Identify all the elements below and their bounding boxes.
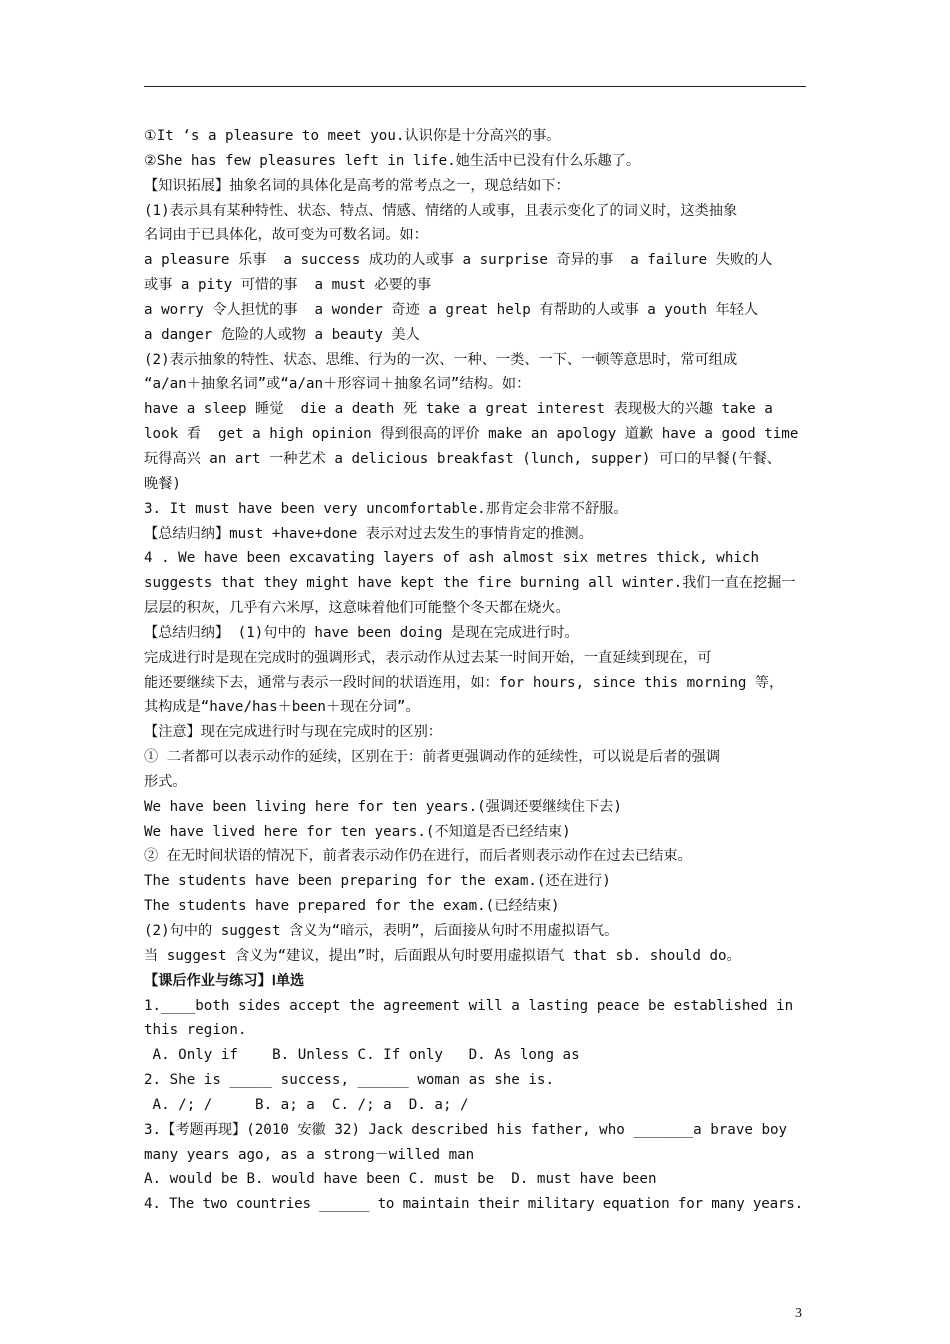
text-line: 3. It must have been very uncomfortable.那肯定会非常不舒服。 [144, 500, 628, 517]
text-line: ①It ‘s a pleasure to meet you.认识你是十分高兴的事。 [144, 128, 561, 144]
text-line: 其构成是“have/has＋been＋现在分词”。 [144, 699, 420, 716]
answer-options: A. Only if B. Unless C. If only D. As long as [144, 1047, 580, 1064]
text-line: look 看 get a high opinion 得到很高的评价 make an apology 道歉 have a good time [144, 426, 799, 443]
text-line: 【注意】现在完成进行时与现在完成时的区别： [144, 724, 442, 741]
text-line: have a sleep 睡觉 die a death 死 take a great interest 表现极大的兴趣 take a [144, 401, 773, 418]
text-line: “a/an＋抽象名词”或“a/an＋形容词＋抽象名词”结构。如： [144, 376, 531, 393]
text-line: 【总结归纳】must +have+done 表示对过去发生的事情肯定的推测。 [144, 525, 593, 542]
question-line: 3.【考题再现】(2010 安徽 32) Jack described his father, who _______a brave boy [144, 1121, 788, 1138]
text-line: 名词由于已具体化，故可变为可数名词。如： [144, 227, 428, 244]
text-line: 或事 a pity 可惜的事 a must 必要的事 [144, 277, 432, 294]
text-line: ②She has few pleasures left in life.她生活中已没有什么乐趣了。 [144, 152, 641, 169]
question-line: 1.____both sides accept the agreement will a lasting peace be established in [144, 997, 794, 1014]
exercise-heading: 【课后作业与练习】Ⅰ单选 [144, 972, 305, 989]
text-line: a worry 令人担忧的事 a wonder 奇迹 a great help 有帮助的人或事 a youth 年轻人 [144, 301, 759, 318]
question-line: this region. [144, 1022, 247, 1039]
text-line: 层层的积灰，几乎有六米厚，这意味着他们可能整个冬天都在烧火。 [144, 600, 570, 617]
text-line: We have lived here for ten years.(不知道是否已经结束) [144, 823, 571, 840]
text-line: (2)表示抽象的特性、状态、思维、行为的一次、一种、一类、一下、一顿等意思时，常可组成 [144, 351, 738, 368]
text-line: The students have prepared for the exam.(已经结束) [144, 898, 560, 915]
text-line: a danger 危险的人或物 a beauty 美人 [144, 326, 420, 343]
text-line: 玩得高兴 an art 一种艺术 a delicious breakfast (lunch, supper) 可口的早餐(午餐、 [144, 450, 781, 467]
text-line: We have been living here for ten years.(强调还要继续住下去) [144, 798, 622, 815]
text-line: a pleasure 乐事 a success 成功的人或事 a surprise 奇异的事 a failure 失败的人 [144, 252, 773, 269]
text-line: 【总结归纳】 (1)句中的 have been doing 是现在完成进行时。 [144, 624, 579, 641]
text-line: 晚餐) [144, 475, 181, 492]
text-line: 4 . We have been excavating layers of ash almost six metres thick, which [144, 550, 759, 567]
question-line: many years ago, as a strong－willed man [144, 1146, 475, 1163]
text-line: (1)表示具有某种特性、状态、特点、情感、情绪的人或事，且表示变化了的词义时，这类抽象 [144, 202, 738, 219]
text-line: The students have been preparing for the exam.(还在进行) [144, 873, 611, 890]
question-line: 2. She is _____ success, ______ woman as she is. [144, 1072, 554, 1089]
text-line: ① 二者都可以表示动作的延续，区别在于：前者更强调动作的延续性，可以说是后者的强调 [144, 749, 721, 766]
text-line: 当 suggest 含义为“建议，提出”时，后面跟从句时要用虚拟语气 that sb. should do。 [144, 947, 741, 964]
page-content [144, 124, 809, 1217]
answer-options: A. /; / B. a; a C. /; a D. a; / [144, 1096, 469, 1113]
page-number: 3 [795, 1306, 802, 1321]
text-line: 【知识拓展】抽象名词的具体化是高考的常考点之一，现总结如下： [144, 177, 570, 194]
question-line: 4. The two countries ______ to maintain their military equation for many years. [144, 1196, 803, 1213]
text-line: 完成进行时是现在完成时的强调形式，表示动作从过去某一时间开始，一直延续到现在，可 [144, 649, 712, 666]
header-rule [144, 86, 806, 87]
text-line: ② 在无时间状语的情况下，前者表示动作仍在进行，而后者则表示动作在过去已结束。 [144, 848, 692, 865]
answer-options: A. would be B. would have been C. must be D. must have been [144, 1171, 657, 1188]
text-line: suggests that they might have kept the fire burning all winter.我们一直在挖掘一 [144, 575, 796, 592]
text-line: 形式。 [144, 773, 187, 790]
text-line: 能还要继续下去，通常与表示一段时间的状语连用，如：for hours, since this morning 等， [144, 674, 784, 691]
text-line: (2)句中的 suggest 含义为“暗示，表明”，后面接从句时不用虚拟语气。 [144, 923, 619, 939]
